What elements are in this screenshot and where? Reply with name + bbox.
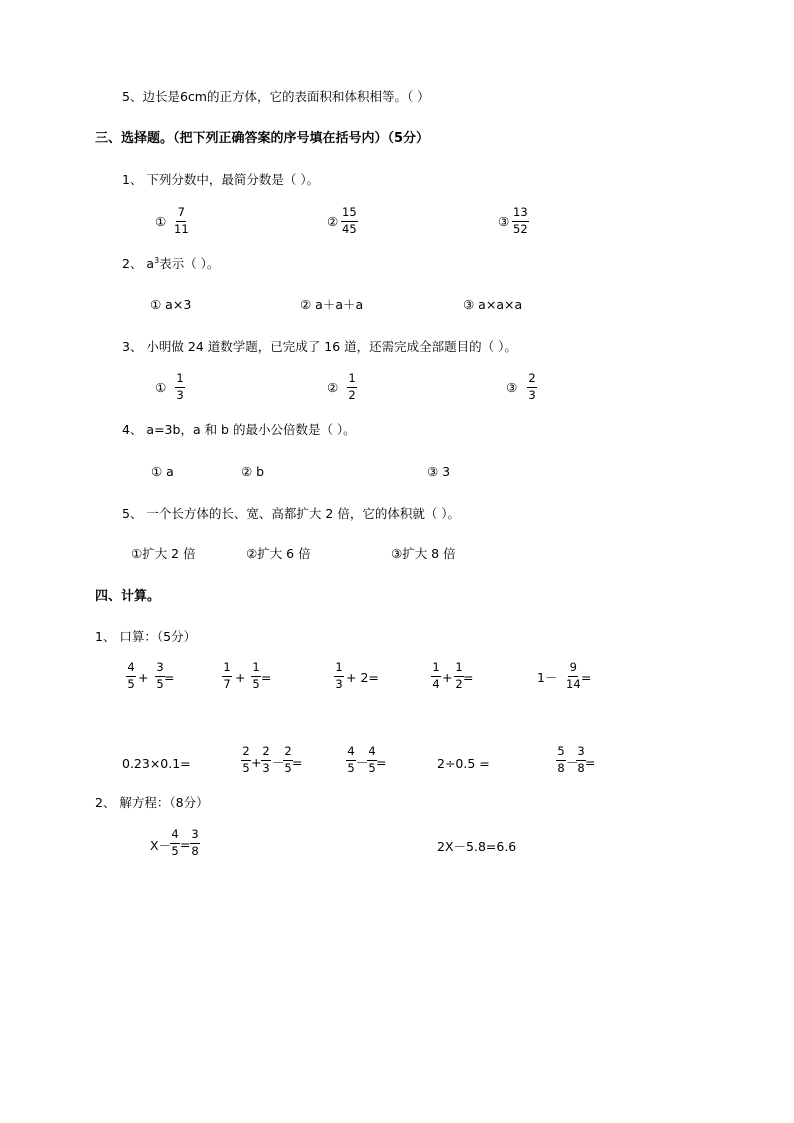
question-1-stem: 1、 下列分数中，最简分数是（ ）。: [122, 172, 320, 187]
expression: 2÷0.5 =: [437, 756, 490, 771]
fraction: $\frac{2}{3}$: [262, 744, 270, 775]
expression: 0.23×0.1=: [122, 756, 191, 771]
option-mark: ①: [155, 380, 167, 395]
fraction: $\frac{3}{5}$: [156, 660, 164, 691]
oral-calc-label: 1、 口算：（5分）: [95, 629, 197, 644]
question-4-option-3: ③ 3: [427, 464, 451, 479]
equals-sign: =: [164, 670, 175, 685]
fraction: $\frac{2}{5}$: [242, 744, 250, 775]
expression-head: 1－: [537, 670, 558, 685]
equals-sign: =: [581, 670, 592, 685]
fraction: $\frac{9}{14}$: [566, 660, 581, 691]
equals-sign: =: [292, 755, 303, 770]
fraction: $\frac{1}{4}$: [432, 660, 440, 691]
question-2-option-3: ③ a×a×a: [463, 297, 523, 312]
fraction: $\frac{4}{5}$: [347, 744, 355, 775]
question-2-option-2: ② a＋a＋a: [300, 297, 364, 312]
option-fraction: $\frac{15}{45}$: [342, 205, 357, 236]
operator: +: [235, 670, 246, 685]
question-2-stem: 2、 $a^3$表示（ ）。: [122, 255, 220, 271]
fraction: $\frac{1}{5}$: [252, 660, 260, 691]
expression-head: X－: [150, 838, 172, 853]
question-2-option-1: ① a×3: [150, 297, 192, 312]
operator: +: [442, 670, 453, 685]
fraction: $\frac{2}{5}$: [284, 744, 292, 775]
section-heading-calculation: 四、计算。: [95, 589, 161, 604]
option-mark: ①: [155, 214, 167, 229]
operator: +: [251, 755, 262, 770]
question-4-option-1: ① a: [151, 464, 174, 479]
equals-sign: =: [261, 670, 272, 685]
fraction: $\frac{1}{2}$: [455, 660, 463, 691]
option-fraction: $\frac{2}{3}$: [528, 371, 536, 402]
equations-label: 2、 解方程：（8分）: [95, 795, 209, 810]
equation-2: 2X－5.8=6.6: [437, 839, 517, 854]
equals-sign: =: [180, 837, 191, 852]
equals-sign: =: [463, 670, 474, 685]
operator: －: [356, 755, 369, 770]
fraction: $\frac{3}{8}$: [577, 744, 585, 775]
fraction: $\frac{1}{3}$: [335, 660, 343, 691]
operator: +: [138, 670, 149, 685]
fraction: $\frac{4}{5}$: [127, 660, 135, 691]
fraction: $\frac{4}{5}$: [171, 827, 179, 858]
true-false-item-5: 5、边长是6cm的正方体，它的表面积和体积相等。（ ）: [122, 89, 430, 104]
question-5-option-3: ③扩大 8 倍: [391, 546, 456, 561]
fraction: $\frac{4}{5}$: [368, 744, 376, 775]
equals-sign: =: [585, 755, 596, 770]
option-mark: ③: [498, 214, 510, 229]
option-fraction: $\frac{7}{11}$: [174, 205, 189, 236]
fraction: $\frac{5}{8}$: [557, 744, 565, 775]
option-fraction: $\frac{1}{2}$: [348, 371, 356, 402]
section-heading-multiple-choice: 三、选择题。（把下列正确答案的序号填在括号内）（5分）: [95, 131, 430, 146]
question-3-stem: 3、 小明做 24 道数学题，已完成了 16 道，还需完成全部题目的（ ）。: [122, 339, 517, 354]
operator: －: [272, 755, 285, 770]
operator: －: [566, 755, 579, 770]
equals-sign: =: [376, 755, 387, 770]
option-fraction: $\frac{1}{3}$: [176, 371, 184, 402]
option-mark: ③: [506, 380, 518, 395]
question-4-stem: 4、 a=3b，a 和 b 的最小公倍数是（ ）。: [122, 422, 356, 437]
fraction: $\frac{3}{8}$: [191, 827, 199, 858]
expression-tail: + 2=: [346, 670, 379, 685]
question-5-option-2: ②扩大 6 倍: [246, 546, 311, 561]
question-5-stem: 5、 一个长方体的长、宽、高都扩大 2 倍，它的体积就（ ）。: [122, 506, 461, 521]
fraction: $\frac{1}{7}$: [223, 660, 231, 691]
question-5-option-1: ①扩大 2 倍: [131, 546, 196, 561]
question-4-option-2: ② b: [241, 464, 265, 479]
option-mark: ②: [327, 380, 339, 395]
option-mark: ②: [327, 214, 339, 229]
option-fraction: $\frac{13}{52}$: [513, 205, 528, 236]
